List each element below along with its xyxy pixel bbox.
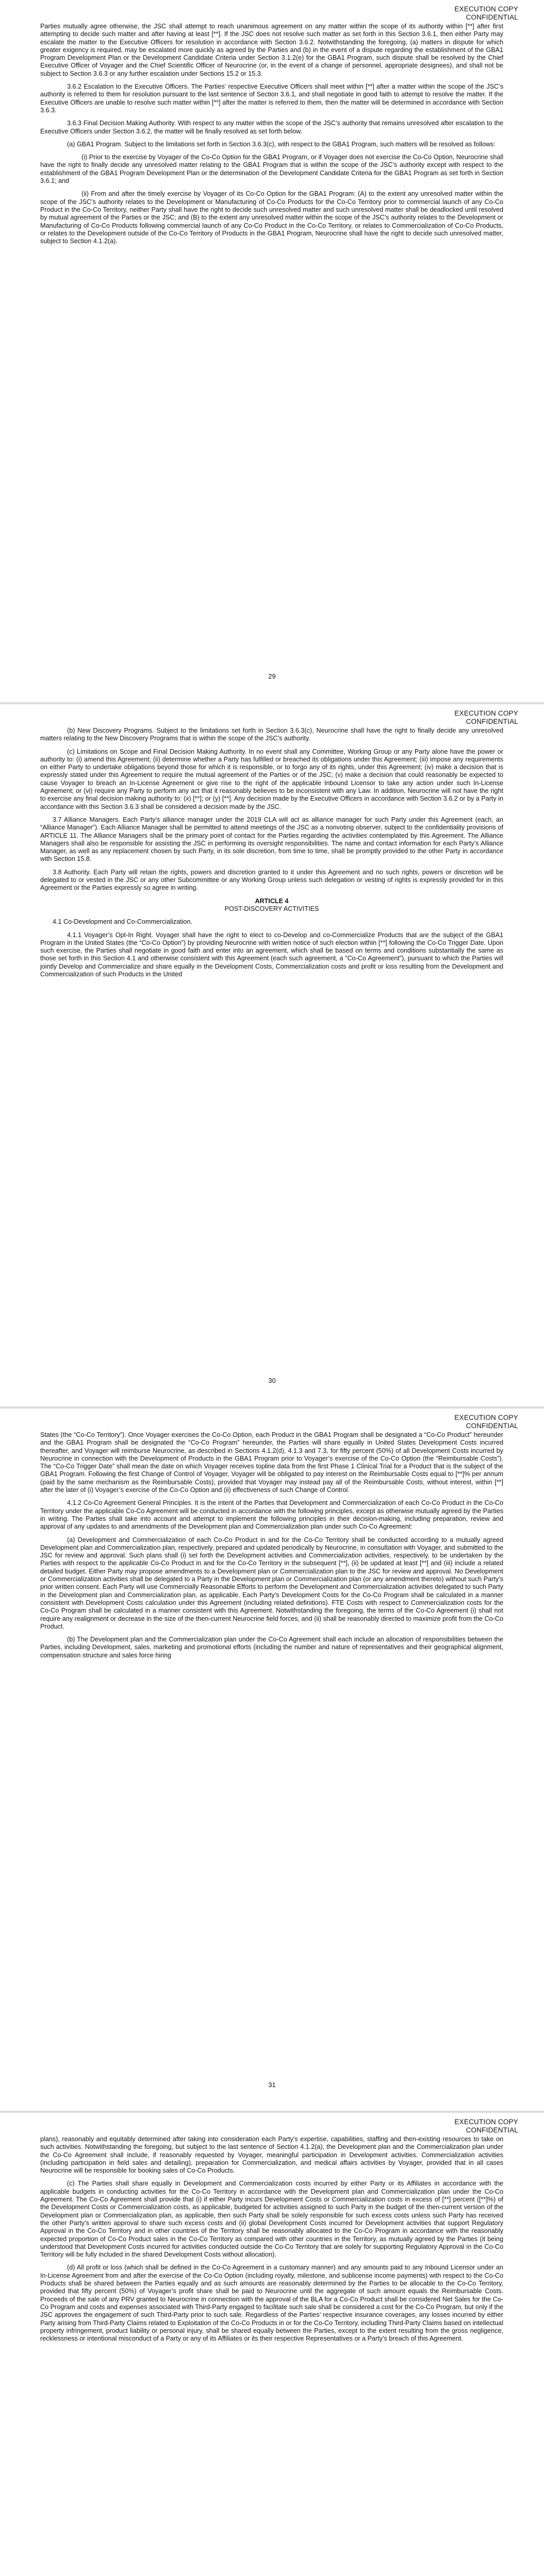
page-body [40, 1431, 503, 1665]
paragraph: Parties mutually agree otherwise, the JSC shall attempt to reach unanimous agreement on any matter within the scope of its authority within [**] after first attempting to decide such matter and after having at least [**]. If the JSC does not resolve such matter as set forth in this Section 3.6.1, then either Party may escalate the matter to the Executive Officers for resolution in accordance with Section 3.6.2. Notwithstanding the foregoing, (a) matters in dispute for which greater exigency is required, may be escalated more quickly as agreed by the Parties and (b) in the event of a dispute regarding the establishment of the GBA1 Program Development Plan or the Development Candidate Criteria under Section 3.1.2(e) for the GBA1 Program, such dispute shall be resolved by the Chief Executive Officer of Voyager and the Chief Scientific Officer of Neurocrine (or, in the event of a change of personnel, appropriate designees), and shall not be subject to Section 3.6.3 or any further escalation under Sections 15.2 or 15.3. [40, 23, 503, 77]
header-confidential: CONFIDENTIAL [466, 718, 518, 725]
page-header [454, 709, 518, 726]
header-confidential: CONFIDENTIAL [466, 1422, 518, 1430]
document-page-31 [0, 1409, 544, 2112]
header-execution-copy: EXECUTION COPY [454, 5, 518, 13]
page-body [40, 2136, 503, 2348]
paragraph: (i) Prior to the exercise by Voyager of the Co-Co Option for the GBA1 Program, or if Voyager does not exercise the Co-Co Option, Neurocrine shall have the right to finally decide any unresolved matter relating to the GBA1 Program that is within the scope of the JSC’s authority except with respect to the establishment of the GBA1 Program Development Plan or the determination of the Development Candidate Criteria for the GBA1 Program as set forth in Section 3.6.1; and [40, 154, 503, 185]
paragraph: (b) New Discovery Programs. Subject to the limitations set forth in Section 3.6.3(c), Neurocrine shall have the right to finally decide any unresolved matters relating to the New Discovery Programs that is within the scope of the JSC’s authority. [40, 727, 503, 742]
paragraph: 3.6.2 Escalation to the Executive Officers. The Parties’ respective Executive Officers shall meet within [**] after a matter within the scope of the JSC’s authority is referred to them for resolution pursuant to the last sentence of Section 3.6.1, and shall negotiate in good faith to attempt to resolve the matter. If the Executive Officers are unable to resolve such matter within [**] after the matter is referred to them, then the matter will be determined in accordance with Section 3.6.3. [40, 83, 503, 114]
page-number: 29 [268, 672, 276, 680]
document-page-30 [0, 704, 544, 1408]
header-execution-copy: EXECUTION COPY [454, 2118, 518, 2126]
paragraph: 3.6.3 Final Decision Making Authority. With respect to any matter within the scope of the JSC’s authority that remains unresolved after escalation to the Executive Officers under Section 3.6.2, the matter will be finally resolved as set forth below. [40, 120, 503, 135]
paragraph: (d) All profit or loss (which shall be defined in the Co-Co Agreement in a customary manner) and any amounts paid to any Inbound Licensor under an In-License Agreement from and after the exercise of the Co-Co Option (including royalty, milestone, and sublicense income payments) with respect to the Co-Co Products shall be shared between the Parties equally and as such amounts are reasonably determined by the Parties to be allocable to the Co-Co Territory, provided that fifty percent (50%) of Voyager’s profit share shall be paid to Neurocrine until the aggregate of such amount equals the Reimbursable Costs. Proceeds of the sale of any PRV granted to Neurocrine in connection with the approval of the BLA for a Co-Co Product shall be considered Net Sales for the Co-Co Program and costs and expenses associated with Third-Party engaged to facilitate such sale shall be considered a cost for the Co-Co Program, but only if the JSC approves the engagement of such Third-Party prior to such sale. Regardless of the Parties’ respective insurance coverages, any losses incurred by either Party arising from Third-Party Claims related to Exploitation of the Co-Co Products in or for the Co-Co Territory, including Third-Party Claims based on intellectual property infringement, product liability or personal injury, shall be shared equally between the Parties, except to the extent resulting from the gross negligence, recklessness or intentional misconduct of a Party or any of its Affiliates or its their respective Representatives or a Party’s breach of this Agreement. [40, 2264, 503, 2343]
header-confidential: CONFIDENTIAL [466, 13, 518, 21]
document-page-32 [0, 2113, 544, 2576]
paragraph: (c) Limitations on Scope and Final Decision Making Authority. In no event shall any Committee, Working Group or any Party alone have the power or authority to: (i) amend this Agreement; (ii) determine whether a Party has fulfilled or breached its obligations under this Agreement; (iii) impose any requirements on either Party to undertake obligations beyond those for which it is responsible, or to forgo any of its rights, under this Agreement; (iv) make a decision that is expressly stated under this Agreement to require the mutual agreement of the Parties or of the JSC; (v) make a decision that could reasonably be expected to cause Voyager to breach an In-License Agreement or give rise to the right of the applicable Inbound Licensor to take any action under such In-License Agreement; or (vi) require any Party to perform any act that it reasonably believes to be inconsistent with any Law. In addition, Neurocrine will not have the right to exercise any final decision making authority to: (x) [**]; or (y) [**]. Any decision made by the Executive Officers in accordance with Section 3.6.2 or by a Party in accordance with this Section 3.6.3 shall be considered a decision made by the JSC. [40, 748, 503, 810]
page-number: 31 [268, 2081, 276, 2089]
header-execution-copy: EXECUTION COPY [454, 709, 518, 717]
paragraph: 4.1.2 Co-Co Agreement General Principles. It is the intent of the Parties that Development and Commercialization of each Co-Co Product in the Co-Co Territory under the applicable Co-Co Agreement will be conducted in accordance with the following principles, except as otherwise mutually agreed by the Parties in writing. The Parties shall take into account and attempt to implement the following principles in their decision-making, including preparation, review and approval of any updates to and amendments of the Development plan and Commercialization plan under such Co-Co Agreement: [40, 1499, 503, 1531]
article-heading: ARTICLE 4 [255, 897, 289, 905]
paragraph: 4.1.1 Voyager’s Opt-In Right. Voyager shall have the right to elect to co-Develop and co-Commercialize Products that are the subject of the GBA1 Program in the United States (the “Co-Co Option”) by providing Neurocrine with written notice of such election within [**] following the Co-Co Trigger Date. Upon such exercise, the Parties shall negotiate in good faith and enter into an agreement, which shall be based on terms and conditions substantially the same as those set forth in this Section 4.1 and otherwise consistent with this Agreement (each such agreement, a “Co-Co Agreement”), pursuant to which the Parties will jointly Develop and Commercialize and share equally in the Development Costs, Commercialization costs and profit or loss resulting from the Development and Commercialization of such Products in the United [40, 931, 503, 978]
paragraph: (b) The Development plan and the Commercialization plan under the Co-Co Agreement shall each include an allocation of responsibilities between the Parties, including Development, sales, marketing and promotional efforts (including the number and nature of representatives and their geographical alignment, compensation structure and sales force hiring [40, 1636, 503, 1659]
paragraph: 3.7 Alliance Managers. Each Party’s alliance manager under the 2019 CLA will act as alliance manager for such Party under this Agreement (each, an “Alliance Manager”). Each Alliance Manager shall be permitted to attend meetings of the JSC as a nonvoting observer, subject to the confidentiality provisions of ARTICLE 11. The Alliance Managers shall be the primary point of contact for the Parties regarding the activities contemplated by this Agreement. The Alliance Managers shall also be responsible for assisting the JSC in performing its oversight responsibilities. The name and contact information for each Party’s Alliance Manager, as well as any replacement chosen by such Party, in its sole discretion, from time to time, shall be promptly provided to the other Party in accordance with Section 15.8. [40, 816, 503, 863]
header-execution-copy: EXECUTION COPY [454, 1414, 518, 1421]
paragraph: 3.8 Authority. Each Party will retain the rights, powers and discretion granted to it under this Agreement and no such rights, powers or discretion will be delegated to or vested in the JSC or any other Subcommittee or any Working Group unless such delegation or vesting of rights is expressly provided for in this Agreement or the Parties expressly so agree in writing. [40, 868, 503, 892]
page-header [454, 5, 518, 22]
page-body [40, 23, 503, 250]
paragraph: States (the “Co-Co Territory”). Once Voyager exercises the Co-Co Option, each Product in the GBA1 Program shall be designated a “Co-Co Product” hereunder and the GBA1 Program shall be designated the “Co-Co Program” hereunder, the Parties will share equally in United States Development Costs incurred thereafter, and Voyager will reimburse Neurocrine, as described in Sections 4.1.2(d), 4.1.3 and 7.3, for fifty percent (50%) of all Development Costs incurred by Neurocrine in connection with the Development of Products in the GBA1 Program prior to Voyager’s exercise of the Co-Co Option (the “Reimbursable Costs”). The “Co-Co Trigger Date” shall mean the date on which Voyager receives topline data from the first Phase 1 Clinical Trial for a Product that is the subject of the GBA1 Program. Following the first Change of Control of Voyager, Voyager will be obligated to pay interest on the Reimbursable Costs equal to [**]% per annum (paid by the same mechanism as the Reimbursable Costs), provided that Voyager may instead pay all of the Reimbursable Costs, without interest, within [**] after the later of (i) Voyager’s exercise of the Co-Co Option and (ii) effectiveness of such Change of Control. [40, 1431, 503, 1494]
paragraph: (a) GBA1 Program. Subject to the limitations set forth in Section 3.6.3(c), with respect to the GBA1 Program, such matters will be resolved as follows: [67, 140, 496, 148]
paragraph: plans), reasonably and equitably determined after taking into consideration each Party’s expertise, capabilities, staffing and then-existing resources to take on such activities. Notwithstanding the foregoing, but subject to the last sentence of Section 4.1.2(a), the Development plan and the Commercialization plan under the Co-Co Agreement shall include, if reasonably requested by Voyager, meaningful participation in Development activities. Commercialization activities (including participation in field sales and detailing), preparation for Commercialization, and medical affairs activities by Voyager, provided that in all cases Neurocrine will be responsible for booking sales of Co-Co Products. [40, 2136, 503, 2175]
section-heading: 4.1 Co-Development and Co-Commercialization. [53, 918, 192, 926]
paragraph: (a) Development and Commercialization of each Co-Co Product in and for the Co-Co Territory shall be conducted according to a mutually agreed Development plan and Commercialization plan, respectively, prepared and updated periodically by Neurocrine, in consultation with Voyager, and submitted to the JSC for review and approval. Such plans shall (i) set forth the Development activities and Commercialization activities, respectively, to be undertaken by the Parties with respect to the applicable Co-Co Product in and for the Co-Co Territory in the subsequent [**], (ii) be updated at least [**] and (iii) include a related detailed budget. Either Party may propose amendments to a Development plan or Commercialization plan to the JSC for review and approval. No Development or Commercialization activities shall be delegated to a Party in the Development plan or Commercialization plan (or any amendment thereto) without such Party’s prior written consent. Each Party will use Commercially Reasonable Efforts to perform the Development and Commercialization activities delegated to such Party in the Development plan and Commercialization plan, as applicable. Each Party’s Development Costs for the Co-Co Program shall be calculated in a manner consistent with Development Costs calculation under this Agreement (including related definitions). FTE Costs with respect to Commercialization costs for the Co-Co Program shall be calculated in a manner consistent with this Agreement. Notwithstanding the foregoing, the terms of the Co-Co Agreement (i) shall not require any realignment or decrease in the size of the then-current Neurocrine field forces, and (ii) shall be reasonably directed to maximize profit from the Co-Co Product. [40, 1536, 503, 1630]
paragraph: (c) The Parties shall share equally in Development and Commercialization costs incurred by either Party or its Affiliates in accordance with the applicable budgets in conducting activities for the Co-Co Territory in accordance with the Development plan and Commercialization plan under the Co-Co Agreement. The Co-Co Agreement shall provide that (i) if either Party incurs Development Costs or Commercialization costs in excess of [**] percent ([**]%) of the Development Costs or Commercialization costs, as applicable, budgeted for activities assigned to such Party in the budget of the then-current version of the Development plan or Commercialization plan, as applicable, then such Party shall be solely responsible for such excess costs unless such Party has received the other Party’s written approval to share such excess costs and (ii) global Development Costs incurred for Development activities that support Regulatory Approval in the Co-Co Territory and in other countries of the Territory shall be reasonably allocated to the Co-Co Program in accordance with the reasonably expected proportion of Co-Co Product sales in the Co-Co Territory as compared with other countries in the Territory, as mutually agreed by the Parties (it being understood that Development Costs incurred for activities conducted outside the Co-Co Territory that are solely for supporting Regulatory Approval in the Co-Co Territory will be fully included in the shared Development Costs without allocation). [40, 2180, 503, 2259]
article-title: POST-DISCOVERY ACTIVITIES [224, 905, 319, 912]
document-page-29 [0, 0, 544, 703]
page-header [454, 2118, 518, 2134]
header-confidential: CONFIDENTIAL [466, 2126, 518, 2134]
page-body [40, 727, 503, 984]
page-number: 30 [268, 1377, 276, 1384]
paragraph: (ii) From and after the timely exercise by Voyager of its Co-Co Option for the GBA1 Program: (A) to the extent any unresolved matter within the scope of the JSC’s authority relates to the Development or Manufacturing of Co-Co Products for the Co-Co Territory prior to commercial launch of any Co-Co Product in the Co-Co Territory, neither Party shall have the right to decide such unresolved matter and such unresolved matter shall be deadlocked until resolved by mutual agreement of the Parties or the JSC; and (B) to the extent any unresolved matter within the scope of the JSC’s authority relates to the Development or Manufacturing of Co-Co Products following commercial launch of any Co-Co Product in the Co-Co Territory, or relates to Commercialization of Co-Co Products, or relates to the Development outside of the Co-Co Territory of Products in the GBA1 Program, Neurocrine shall have the right to decide such unresolved matter, subject to Section 4.1.2(a). [40, 190, 503, 245]
page-header [454, 1414, 518, 1430]
